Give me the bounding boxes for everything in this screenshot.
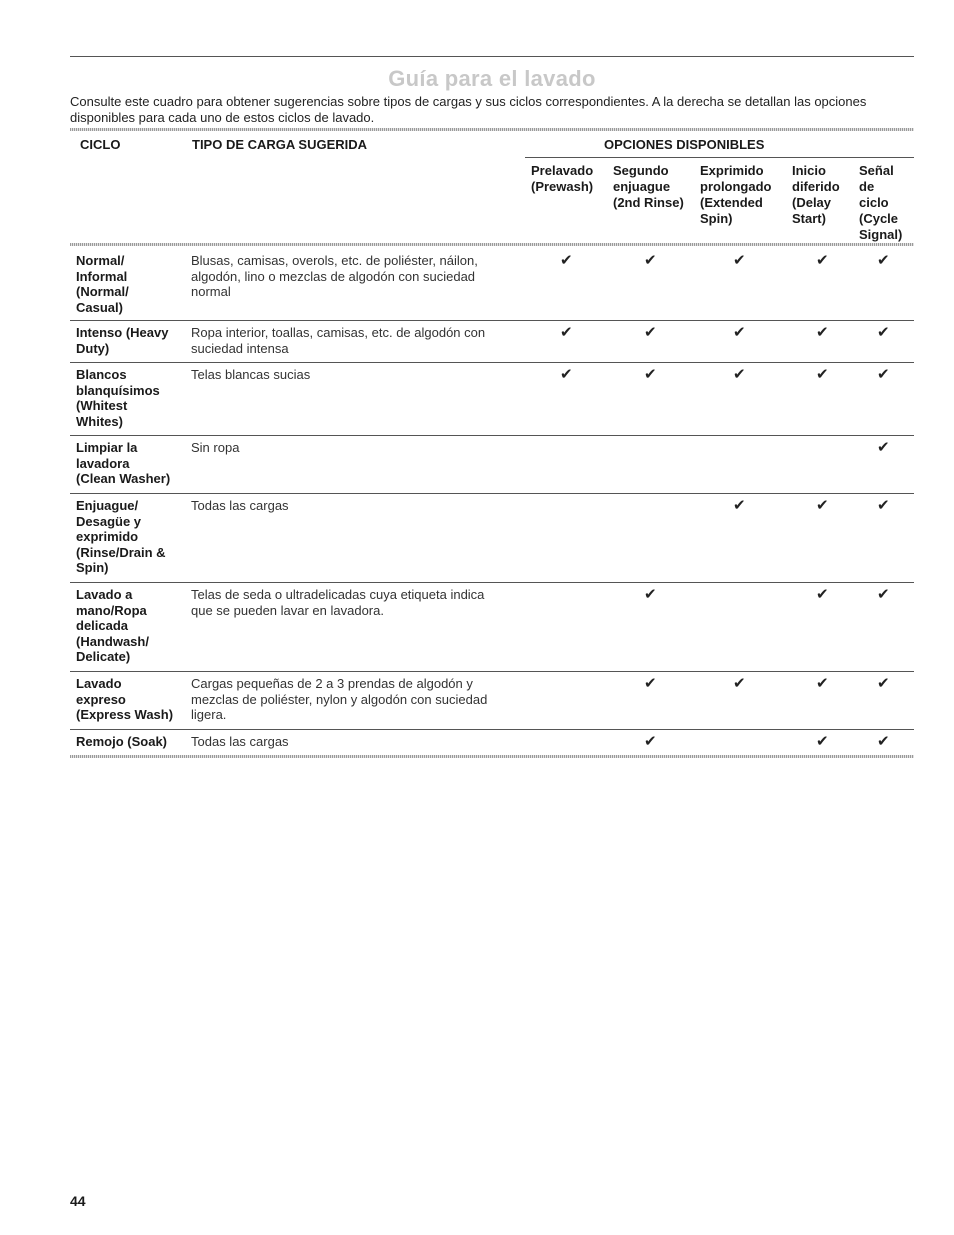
option-header (613, 163, 684, 211)
row-divider (70, 320, 914, 321)
checkmark-icon: ✔ (816, 733, 829, 750)
load-description-line: normal (191, 284, 231, 300)
option-header-line: (Delay (792, 195, 832, 210)
checkmark-icon: ✔ (560, 252, 573, 269)
load-description (191, 734, 523, 750)
cycle-name (76, 587, 188, 665)
checkmark-icon: ✔ (560, 324, 573, 341)
option-header-line: Señal (859, 163, 894, 178)
load-description (191, 498, 523, 514)
option-header-line: (2nd Rinse) (613, 195, 684, 210)
checkmark-icon: ✔ (877, 366, 890, 383)
load-description-line: Ropa interior, toallas, camisas, etc. de algodón con (191, 325, 486, 340)
load-description-line: Cargas pequeñas de 2 a 3 prendas de algodón y (191, 676, 473, 691)
cycle-name-line: mano/Ropa (76, 602, 147, 618)
cycle-name (76, 734, 188, 750)
checkmark-icon: ✔ (877, 439, 890, 456)
load-description-line: Blusas, camisas, overols, etc. de poliéster, náilon, (191, 253, 478, 268)
checkmark-icon: ✔ (733, 252, 746, 269)
row-divider (70, 582, 914, 583)
checkmark-icon: ✔ (877, 733, 890, 750)
cycle-name-line: Blancos (76, 367, 127, 382)
load-description-line: Todas las cargas (191, 498, 289, 513)
cycle-name-line: (Rinse/Drain & (76, 544, 166, 560)
cycle-name-line: Intenso (Heavy (76, 325, 169, 340)
option-header (531, 163, 593, 195)
intro-paragraph: Consulte este cuadro para obtener sugerencias sobre tipos de cargas y sus ciclos correspondientes. A la derecha se detallan las opciones disponibles para cada uno de estos ciclos de lavado. (70, 94, 867, 125)
cycle-name-line: Informal (76, 268, 128, 284)
row-divider (70, 729, 914, 730)
page-number: 44 (70, 1193, 86, 1209)
cycle-name-line: Lavado (76, 676, 122, 691)
option-header-line: Exprimido (700, 163, 764, 178)
checkmark-icon: ✔ (877, 497, 890, 514)
option-header-line: de (859, 179, 875, 194)
cycle-name (76, 367, 188, 429)
header-options: OPCIONES DISPONIBLES (604, 137, 765, 152)
row-divider (70, 493, 914, 494)
checkmark-icon: ✔ (816, 252, 829, 269)
row-divider (70, 362, 914, 363)
cycle-name-line: expreso (76, 691, 126, 707)
checkmark-icon: ✔ (644, 675, 657, 692)
checkmark-icon: ✔ (644, 366, 657, 383)
checkmark-icon: ✔ (816, 497, 829, 514)
load-description (191, 587, 523, 618)
load-description-line: Telas blancas sucias (191, 367, 311, 382)
cycle-name-line: delicada (76, 618, 129, 634)
checkmark-icon: ✔ (816, 366, 829, 383)
option-header-line: Prelavado (531, 163, 594, 178)
checkmark-icon: ✔ (877, 675, 890, 692)
cycle-name (76, 498, 188, 576)
load-description-line: mezclas de poliéster, nylon y algodón con suciedad (191, 691, 488, 707)
option-header-line: (Prewash) (531, 179, 594, 194)
cycle-name (76, 253, 188, 315)
load-description-line: Telas de seda o ultradelicadas cuya etiqueta indica (191, 587, 485, 602)
load-description-line: que se pueden lavar en lavadora. (191, 602, 384, 618)
load-description-line: Sin ropa (191, 440, 240, 455)
option-header-line: Inicio (792, 163, 826, 178)
option-header (859, 163, 902, 243)
cycle-name (76, 325, 188, 356)
header-load-type: TIPO DE CARGA SUGERIDA (192, 137, 368, 152)
option-header-line: ciclo (859, 195, 889, 210)
option-header-line: diferido (792, 179, 840, 194)
cycle-name-line: blanquísimos (76, 382, 160, 398)
checkmark-icon: ✔ (733, 497, 746, 514)
checkmark-icon: ✔ (877, 252, 890, 269)
checkmark-icon: ✔ (644, 586, 657, 603)
cycle-name-line: (Whitest (76, 398, 128, 414)
checkmark-icon: ✔ (816, 675, 829, 692)
cycle-name-line: Whites) (76, 413, 123, 429)
checkmark-icon: ✔ (877, 324, 890, 341)
cycle-name-line: Casual) (76, 299, 123, 315)
checkmark-icon: ✔ (644, 733, 657, 750)
cycle-name (76, 676, 188, 723)
cycle-name-line: Delicate) (76, 649, 131, 665)
option-header-line: prolongado (700, 179, 772, 194)
checkmark-icon: ✔ (816, 324, 829, 341)
cycle-name-line: Duty) (76, 340, 110, 356)
load-description (191, 440, 523, 456)
checkmark-icon: ✔ (733, 324, 746, 341)
cycle-name-line: Desagüe y (76, 513, 142, 529)
cycle-name-line: Limpiar la (76, 440, 138, 455)
load-description-line: ligera. (191, 707, 227, 723)
option-header-line: (Extended (700, 195, 763, 210)
checkmark-icon: ✔ (560, 366, 573, 383)
cycle-name-line: exprimido (76, 529, 139, 545)
cycle-name-line: (Normal/ (76, 284, 129, 300)
load-description (191, 253, 523, 300)
option-header (792, 163, 840, 227)
cycle-name-line: (Handwash/ (76, 633, 149, 649)
load-description-line: suciedad intensa (191, 340, 289, 356)
cycle-name-line: Normal/ (76, 253, 125, 268)
option-header-line: Spin) (700, 211, 733, 226)
load-description (191, 676, 523, 723)
options-header-rule (525, 157, 914, 158)
checkmark-icon: ✔ (733, 366, 746, 383)
header-bottom-divider (70, 243, 914, 246)
cycle-name-line: Spin) (76, 560, 109, 576)
checkmark-icon: ✔ (644, 252, 657, 269)
checkmark-icon: ✔ (877, 586, 890, 603)
table-bottom-divider (70, 755, 914, 758)
cycle-name-line: lavadora (76, 455, 130, 471)
top-rule (70, 56, 914, 57)
cycle-name-line: Enjuague/ (76, 498, 139, 513)
checkmark-icon: ✔ (644, 324, 657, 341)
cycle-name-line: Lavado a (76, 587, 133, 602)
option-header-line: (Cycle (859, 211, 899, 226)
option-header-line: Segundo (613, 163, 669, 178)
load-description-line: Todas las cargas (191, 734, 289, 749)
option-header-line: enjuague (613, 179, 671, 194)
checkmark-icon: ✔ (816, 586, 829, 603)
option-header-line: Start) (792, 211, 826, 226)
cycle-name-line: (Clean Washer) (76, 471, 171, 487)
load-description (191, 325, 523, 356)
row-divider (70, 435, 914, 436)
row-divider (70, 671, 914, 672)
header-top-divider (70, 128, 914, 131)
load-description (191, 367, 523, 383)
cycle-name-line: (Express Wash) (76, 707, 174, 723)
header-cycle: CICLO (80, 137, 121, 152)
option-header (700, 163, 772, 227)
checkmark-icon: ✔ (733, 675, 746, 692)
cycle-name-line: Remojo (Soak) (76, 734, 168, 749)
load-description-line: algodón, lino o mezclas de algodón con suciedad (191, 268, 476, 284)
page-title: Guía para el lavado (388, 66, 596, 91)
option-header-line: Signal) (859, 227, 903, 242)
cycle-name (76, 440, 188, 487)
